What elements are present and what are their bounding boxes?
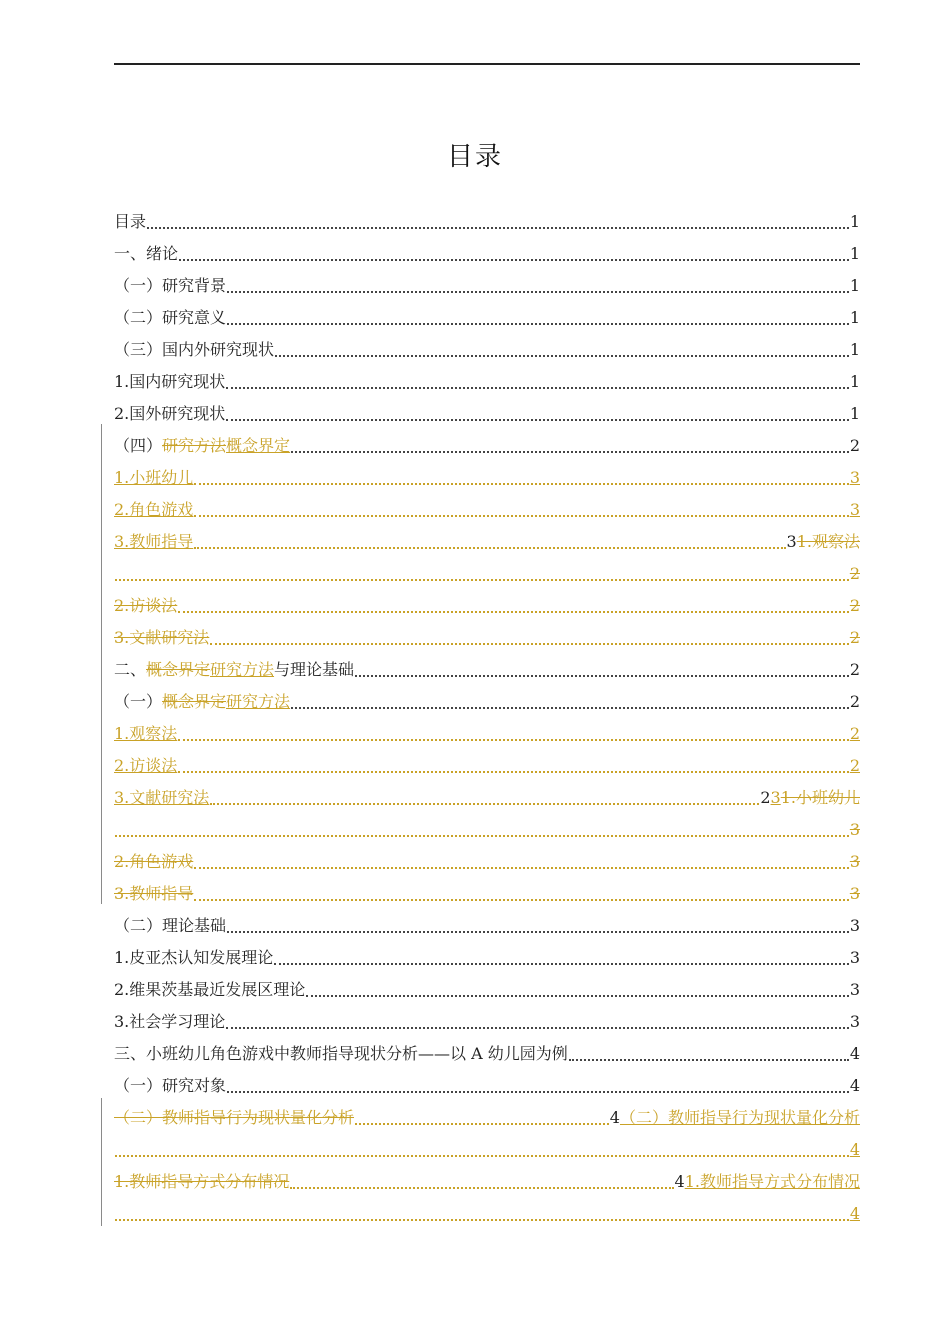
toc-entry[interactable] — [114, 942, 860, 974]
inserted-text: 1.观察法 — [114, 724, 178, 743]
toc-leader — [178, 739, 849, 741]
toc-entry[interactable] — [114, 590, 860, 622]
toc-leader — [355, 1123, 609, 1125]
toc-entry-title: 3.社会学习理论 — [114, 1012, 226, 1031]
toc-leader — [291, 451, 849, 453]
toc-page-number: 4 — [674, 1172, 685, 1191]
toc-entry-title: 目录 — [114, 212, 147, 231]
inserted-text: 3 — [770, 788, 781, 807]
toc-leader — [210, 643, 849, 645]
deleted-text: 3.文献研究法 — [114, 628, 210, 647]
inserted-text: 3.教师指导 — [114, 532, 194, 551]
toc-entry[interactable] — [114, 1102, 860, 1134]
change-bar — [101, 1098, 102, 1226]
toc-leader — [115, 579, 849, 581]
inserted-text: 1.小班幼儿 — [114, 468, 194, 487]
toc-entry-title: （二）理论基础 — [114, 916, 227, 935]
toc-page-number: 1 — [849, 212, 860, 231]
toc-page-number: 4 — [849, 1076, 860, 1095]
deleted-text: 2.角色游戏 — [114, 852, 194, 871]
deleted-text: （二）教师指导行为现状量化分析 — [114, 1108, 355, 1127]
toc-entry-title — [114, 654, 354, 686]
toc-page-number: 3 — [849, 948, 860, 967]
toc-leader — [227, 1091, 849, 1093]
toc-entry-continuation — [114, 558, 860, 590]
toc-entry-title: 一、绪论 — [114, 244, 179, 263]
toc-page-number: 4 — [849, 1140, 860, 1159]
toc-entry[interactable] — [114, 430, 860, 462]
toc-page-number: 2 — [849, 724, 860, 743]
deleted-text: 1.教师指导方式分布情况 — [114, 1172, 290, 1191]
deleted-text: 研究方法 — [162, 436, 227, 455]
toc-entry[interactable] — [114, 302, 860, 334]
toc-entry-title — [114, 430, 290, 462]
toc-leader — [115, 835, 849, 837]
toc-entry[interactable] — [114, 846, 860, 878]
toc-leader — [306, 995, 849, 997]
toc-page-number: 3 — [849, 500, 860, 519]
toc-leader — [275, 355, 849, 357]
toc-page-number: 1 — [849, 244, 860, 263]
toc-leader — [210, 803, 759, 805]
toc-entry[interactable] — [114, 750, 860, 782]
toc-leader — [194, 515, 849, 517]
toc-entry-suffix: 与理论基础 — [274, 660, 355, 679]
toc-leader — [194, 547, 785, 549]
toc-page-number: 4 — [609, 1108, 620, 1127]
toc-entry-title: （三）国内外研究现状 — [114, 340, 275, 359]
toc-entry[interactable] — [114, 910, 860, 942]
toc-entry-continuation — [114, 814, 860, 846]
toc-entry-prefix: 二、 — [114, 660, 147, 679]
toc-entry[interactable] — [114, 526, 860, 558]
toc-page-number: 3 — [786, 532, 797, 551]
deleted-text: 1.观察法 — [796, 532, 860, 551]
toc-leader — [226, 387, 849, 389]
toc-entry[interactable] — [114, 782, 860, 814]
toc-entry[interactable] — [114, 654, 860, 686]
toc-page-number: 2 — [849, 660, 860, 679]
toc-page-number: 1 — [849, 276, 860, 295]
toc-entry[interactable] — [114, 494, 860, 526]
toc-page-number: 3 — [849, 820, 860, 839]
toc-page-number: 3 — [849, 916, 860, 935]
toc-leader — [115, 1219, 849, 1221]
toc-leader — [194, 899, 849, 901]
toc-entry[interactable] — [114, 1070, 860, 1102]
change-bar — [101, 424, 102, 904]
toc-leader — [194, 483, 849, 485]
toc-leader — [226, 419, 849, 421]
toc-entry-title: 2.国外研究现状 — [114, 404, 226, 423]
toc-page-number: 2 — [849, 628, 860, 647]
toc-entry[interactable] — [114, 334, 860, 366]
toc-entry[interactable] — [114, 206, 860, 238]
inserted-text: 2.角色游戏 — [114, 500, 194, 519]
toc-entry[interactable] — [114, 366, 860, 398]
toc-entry-title — [114, 686, 290, 718]
toc-entry-title: 三、小班幼儿角色游戏中教师指导现状分析——以 A 幼儿园为例 — [114, 1044, 568, 1063]
header-rule — [114, 63, 860, 65]
toc-page-number: 4 — [849, 1044, 860, 1063]
toc-leader — [227, 291, 849, 293]
toc-entry[interactable] — [114, 1038, 860, 1070]
toc-page-number: 3 — [849, 980, 860, 999]
toc-page-number: 2 — [849, 436, 860, 455]
toc-page-number: 3 — [849, 884, 860, 903]
toc-page-number: 1 — [849, 340, 860, 359]
toc-entry-title: （二）研究意义 — [114, 308, 227, 327]
deleted-text: 概念界定 — [162, 692, 227, 711]
toc-entry[interactable] — [114, 462, 860, 494]
toc-page-number: 2 — [849, 756, 860, 775]
deleted-text: 1.小班幼儿 — [780, 788, 860, 807]
toc-leader — [194, 867, 849, 869]
inserted-text: （二）教师指导行为现状量化分析 — [619, 1108, 860, 1127]
toc-page-number: 1 — [849, 372, 860, 391]
inserted-text: 2.访谈法 — [114, 756, 178, 775]
toc-leader — [179, 259, 849, 261]
inserted-text: 3.文献研究法 — [114, 788, 210, 807]
toc-entry-continuation — [114, 1134, 860, 1166]
toc-page-number: 2 — [849, 596, 860, 615]
toc-entry-title: 2.维果茨基最近发展区理论 — [114, 980, 306, 999]
toc-entry-title: （一）研究对象 — [114, 1076, 227, 1095]
toc-entry[interactable] — [114, 878, 860, 910]
toc-entry-title: 1.皮亚杰认知发展理论 — [114, 948, 274, 967]
toc-entry-title: （一）研究背景 — [114, 276, 227, 295]
toc-leader — [226, 1027, 849, 1029]
toc-leader — [178, 771, 849, 773]
toc-leader — [115, 1155, 849, 1157]
toc-page-number: 2 — [849, 692, 860, 711]
toc-leader — [290, 1187, 673, 1189]
toc-page-number: 4 — [849, 1204, 860, 1223]
toc-entry[interactable] — [114, 398, 860, 430]
deleted-text: 概念界定 — [146, 660, 211, 679]
toc-page-number: 3 — [849, 1012, 860, 1031]
toc-leader — [291, 707, 849, 709]
table-of-contents — [114, 206, 860, 1230]
toc-entry-prefix: （一） — [114, 692, 163, 711]
toc-entry[interactable] — [114, 622, 860, 654]
toc-leader — [227, 323, 849, 325]
toc-leader — [178, 611, 849, 613]
toc-page-number: 1 — [849, 404, 860, 423]
toc-leader — [227, 931, 849, 933]
toc-page-number: 3 — [849, 468, 860, 487]
toc-page-number: 2 — [760, 788, 771, 807]
toc-entry-continuation — [114, 1198, 860, 1230]
toc-entry-title: 1.国内研究现状 — [114, 372, 226, 391]
deleted-text: 3.教师指导 — [114, 884, 194, 903]
toc-entry[interactable] — [114, 1166, 860, 1198]
toc-entry[interactable] — [114, 1006, 860, 1038]
toc-entry[interactable] — [114, 238, 860, 270]
page-title: 目录 — [446, 142, 503, 172]
toc-entry[interactable] — [114, 718, 860, 750]
toc-leader — [147, 227, 849, 229]
inserted-text: 概念界定 — [226, 436, 291, 455]
inserted-text: 1.教师指导方式分布情况 — [684, 1172, 860, 1191]
toc-entry[interactable] — [114, 686, 860, 718]
toc-page-number: 3 — [849, 852, 860, 871]
toc-entry-prefix: （四） — [114, 436, 163, 455]
toc-leader — [569, 1059, 849, 1061]
toc-page-number: 2 — [849, 564, 860, 583]
deleted-text: 2.访谈法 — [114, 596, 178, 615]
toc-entry[interactable] — [114, 270, 860, 302]
toc-leader — [274, 963, 849, 965]
toc-leader — [355, 675, 849, 677]
inserted-text: 研究方法 — [226, 692, 291, 711]
toc-page-number: 1 — [849, 308, 860, 327]
inserted-text: 研究方法 — [210, 660, 275, 679]
toc-entry[interactable] — [114, 974, 860, 1006]
